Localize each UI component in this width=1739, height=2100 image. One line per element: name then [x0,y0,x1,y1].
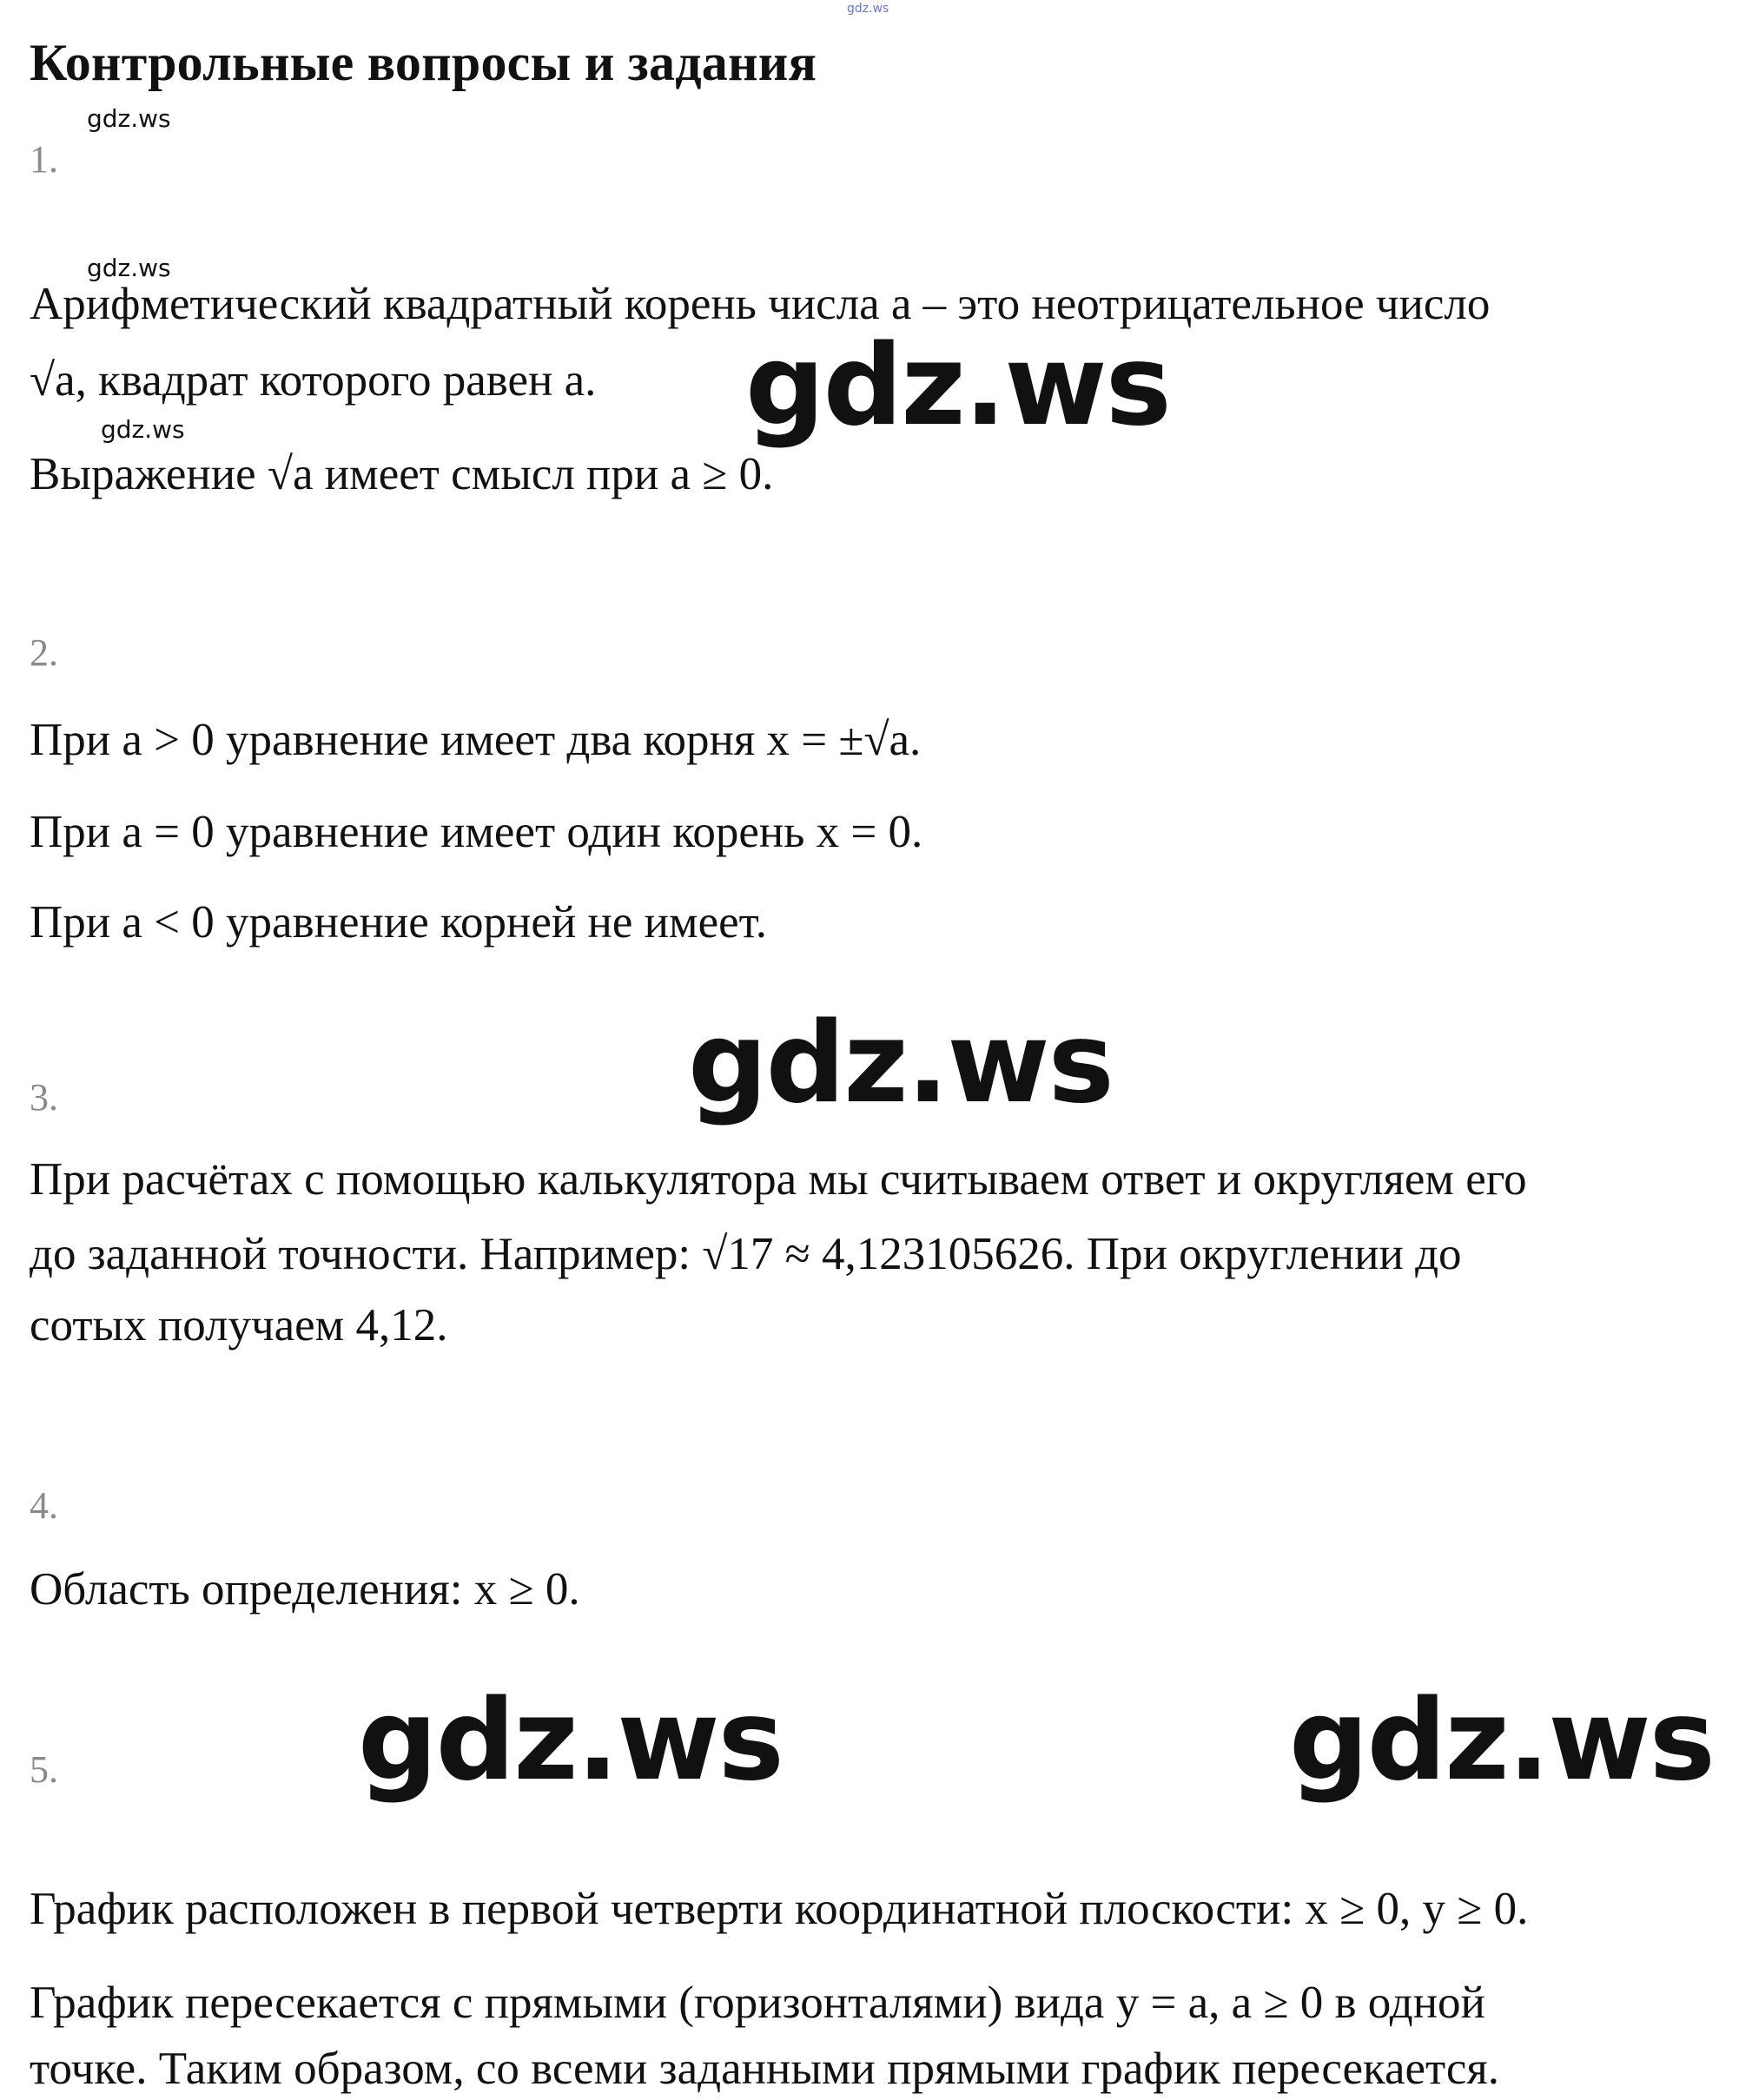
watermark-big-2: gdz.ws [688,999,1113,1128]
section-1-line-2: √a, квадрат которого равен a. [30,355,597,406]
watermark-big-3: gdz.ws [358,1676,783,1806]
section-5-line-3: точке. Таким образом, со всеми заданными прямыми график пересекается. [30,2044,1499,2094]
section-4-line-1: Область определения: x ≥ 0. [30,1564,580,1615]
section-number-2: 2. [30,631,58,674]
watermark-small-3: gdz.ws [101,415,185,444]
section-3-line-1: При расчётах с помощью калькулятора мы считываем ответ и округляем его [30,1154,1527,1205]
section-number-4: 4. [30,1484,58,1527]
section-3-line-3: сотых получаем 4,12. [30,1300,448,1350]
section-1-line-3: Выражение √a имеет смысл при a ≥ 0. [30,449,774,499]
section-1-line-1: Арифметический квадратный корень числа a – это неотрицательное число [30,279,1491,329]
watermark-big-1: gdz.ws [745,321,1170,451]
watermark-small-1: gdz.ws [87,104,171,133]
watermark-small-2: gdz.ws [87,254,171,282]
watermark-big-4: gdz.ws [1289,1676,1714,1806]
section-3-line-2: до заданной точности. Например: √17 ≈ 4,123105626. При округлении до [30,1229,1462,1279]
section-number-5: 5. [30,1748,58,1791]
section-5-line-2: График пересекается с прямыми (горизонталями) вида y = a, a ≥ 0 в одной [30,1978,1485,2028]
watermark-tiny: gdz.ws [847,2,889,16]
section-number-3: 3. [30,1076,58,1119]
section-5-line-1: График расположен в первой четверти координатной плоскости: x ≥ 0, y ≥ 0. [30,1884,1529,1934]
section-number-1: 1. [30,138,58,181]
page-title: Контрольные вопросы и задания [30,34,817,91]
section-2-line-2: При a = 0 уравнение имеет один корень x = 0. [30,807,923,857]
section-2-line-1: При a > 0 уравнение имеет два корня x = ±√a. [30,715,922,765]
section-2-line-3: При a < 0 уравнение корней не имеет. [30,897,768,948]
